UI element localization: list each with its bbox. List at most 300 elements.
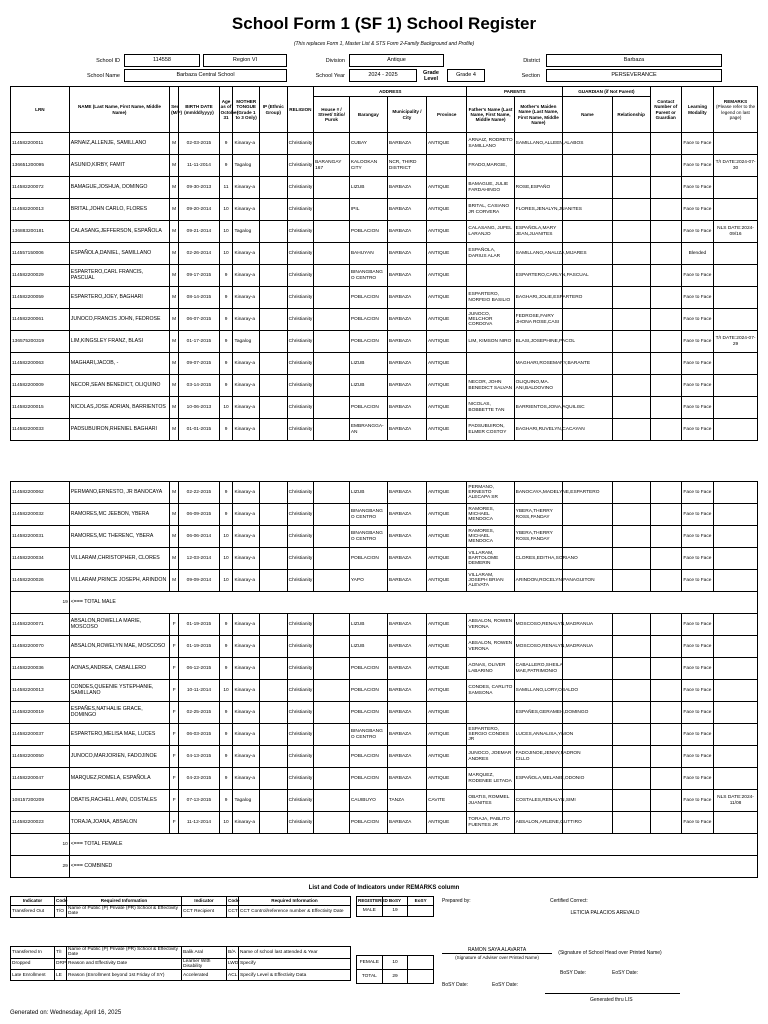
table-cell: 09-30-2013 (179, 177, 219, 199)
table-cell: 136651200095 (11, 155, 70, 177)
table-cell: M (170, 526, 179, 548)
table-cell: BARANGAY 167 (314, 155, 350, 177)
col-mother-tongue: MOTHER TONGUE (Grade 1 to 3 Only) (233, 87, 260, 133)
table-cell (650, 768, 681, 790)
table-cell: M (170, 482, 179, 504)
table-cell (259, 375, 287, 397)
table-cell: BAMAGUE, JULIE FARDAHINGO (467, 177, 514, 199)
table-cell: ESPAÑOLA,MARY JEAN,JUANITES (514, 221, 562, 243)
region-value: Region VI (203, 54, 287, 67)
table-cell: BARBAZA (387, 812, 426, 834)
table-cell: 9 (219, 482, 233, 504)
table-cell: Face to Face (681, 790, 713, 812)
table-cell: BARBAZA (387, 636, 426, 658)
school-year-value: 2024 - 2025 (349, 69, 417, 82)
legend-code-header-2: Code (227, 897, 239, 906)
legend-indicator-header: Indicator (11, 897, 55, 906)
table-cell: AONAS, OLIVER LABARINO (467, 658, 514, 680)
table-cell (714, 658, 758, 680)
table-row (11, 834, 758, 856)
table-cell: Christianity (287, 658, 314, 680)
table-cell: Christianity (287, 177, 314, 199)
legend-cell: CCT Control/reference number & Effectivity Date (239, 906, 351, 918)
table-cell (612, 680, 650, 702)
table-cell: Christianity (287, 636, 314, 658)
school-id-label: School ID (96, 58, 120, 64)
table-cell: ANTIQUE (427, 331, 467, 353)
table-cell: YAPO (349, 570, 387, 592)
table-cell (314, 353, 350, 375)
table-cell (612, 331, 650, 353)
table-row (11, 812, 758, 834)
table-cell: PADSUBUIRON, ELMER COSTOY (467, 419, 514, 441)
table-cell (259, 526, 287, 548)
col-address: ADDRESS (314, 87, 467, 97)
table-cell (612, 812, 650, 834)
division-value: Antique (349, 54, 444, 67)
table-cell: Kinaray-a (233, 680, 260, 702)
table-cell (259, 636, 287, 658)
table-cell: Kinaray-a (233, 812, 260, 834)
table-cell: 9 (219, 287, 233, 309)
table-cell (650, 397, 681, 419)
table-cell: BARBAZA (387, 177, 426, 199)
table-row (11, 265, 758, 287)
table-cell (650, 614, 681, 636)
table-cell: ANTIQUE (427, 375, 467, 397)
table-cell (259, 790, 287, 812)
table-cell (650, 177, 681, 199)
table-cell: POBLACION (349, 658, 387, 680)
table-cell (714, 177, 758, 199)
table-cell: 11-12-2014 (179, 812, 219, 834)
table-cell: 9 (219, 636, 233, 658)
table-row (11, 482, 758, 504)
table-cell (612, 177, 650, 199)
table-cell: ESPARTERO,JOEY, BAGHARI (69, 287, 169, 309)
table-cell: ANTIQUE (427, 419, 467, 441)
table-row (11, 856, 758, 878)
table-cell: EMBRANGGA-AN (349, 419, 387, 441)
table-cell: 114582200029 (11, 265, 70, 287)
table-cell: KALOOKAN CITY (349, 155, 387, 177)
table-row (11, 331, 758, 353)
table-cell: Christianity (287, 419, 314, 441)
table-cell (714, 353, 758, 375)
legend-cell: Dropped (11, 958, 55, 970)
table-cell (259, 177, 287, 199)
table-cell (259, 243, 287, 265)
table-cell: ANTIQUE (427, 768, 467, 790)
table-cell (314, 790, 350, 812)
table-cell (467, 353, 514, 375)
table-cell: ESPAÑES,GERAMEH,DOMINGO (514, 702, 562, 724)
table-cell: OBATIS, ROMMEL JUANITES (467, 790, 514, 812)
table-cell (314, 526, 350, 548)
table-cell (314, 680, 350, 702)
table-cell (650, 353, 681, 375)
table-cell (314, 724, 350, 746)
table-cell: 11-11-2014 (179, 155, 219, 177)
table-cell (563, 309, 613, 331)
table-cell (259, 287, 287, 309)
table-cell: 114582200015 (11, 397, 70, 419)
table-cell: 114582200032 (11, 504, 70, 526)
table-cell (650, 790, 681, 812)
adviser-bosy-date: BoSY Date: (442, 982, 469, 988)
division-label: Division (325, 58, 345, 64)
table-cell: AONAS,ANDREA, CABALLERO (69, 658, 169, 680)
table-cell: 07-13-2015 (179, 790, 219, 812)
table-cell (259, 548, 287, 570)
table-cell: Christianity (287, 790, 314, 812)
table-cell: BARBAZA (387, 548, 426, 570)
table-cell: MOSCOSO,RENALYN,MADRANUA (514, 614, 562, 636)
table-cell: ARNAIZ, RODRETO SAMILLANO (467, 133, 514, 155)
legend-cell: Transferred In (11, 947, 55, 959)
summary-male-label: MALE (357, 906, 383, 917)
table-cell (259, 658, 287, 680)
table-cell (612, 614, 650, 636)
table-cell: 10 (219, 526, 233, 548)
table-cell: 114582200031 (11, 526, 70, 548)
legend-cell: DRP (55, 958, 67, 970)
table-cell: VILLARAM, JOSEPH BRIAN ALEVATA (467, 570, 514, 592)
table-cell: CONDES,QUEENIE YSTEPHANIE, SAMILLANO (69, 680, 169, 702)
table-cell: BARBAZA (387, 199, 426, 221)
table-cell (314, 177, 350, 199)
table-cell: BRITAL,JOHN CARLO, FLORES (69, 199, 169, 221)
table-cell (714, 419, 758, 441)
table-cell: Kinaray-a (233, 419, 260, 441)
table-cell (612, 199, 650, 221)
table-cell: LIZUB (349, 177, 387, 199)
table-cell: 114582200063 (11, 353, 70, 375)
table-cell: CALASANG,JEFFERSON, ESPAÑOLA (69, 221, 169, 243)
district-label: District (523, 58, 540, 64)
table-cell: M (170, 199, 179, 221)
table-cell: Kinaray-a (233, 243, 260, 265)
table-cell: POBLACION (349, 331, 387, 353)
table-cell: 114582200071 (11, 614, 70, 636)
table-cell (650, 548, 681, 570)
table-cell (259, 199, 287, 221)
col-father: Father's Name (Last Name, First Name, Middle Name) (467, 97, 514, 133)
table-cell: Christianity (287, 375, 314, 397)
table-cell: POBLACION (349, 746, 387, 768)
table-cell (714, 768, 758, 790)
table-cell: Christianity (287, 331, 314, 353)
table-cell (650, 309, 681, 331)
table-cell (612, 221, 650, 243)
adviser-eosy-date: EoSY Date: (492, 982, 519, 988)
table-cell: Face to Face (681, 265, 713, 287)
summary-male-bosy: 19 (382, 906, 408, 917)
table-cell: ESPAÑOLA,MELANIE,ODONIO (514, 768, 562, 790)
table-cell (259, 155, 287, 177)
table-cell: CALASANG, JUFEL LARANJO (467, 221, 514, 243)
table-cell (714, 199, 758, 221)
table-row (11, 636, 758, 658)
table-cell: 114582200026 (11, 570, 70, 592)
table-cell: Kinaray-a (233, 526, 260, 548)
table-cell: NCR, THIRD DISTRICT (387, 155, 426, 177)
summary-total-bosy: 29 (382, 970, 408, 984)
table-cell: ANTIQUE (427, 658, 467, 680)
table-cell: FADOJINOE,JENNY,FADRON CILLO (514, 746, 562, 768)
col-remarks: REMARKS (Please refer to the legend on last page) (714, 87, 758, 133)
table-cell: ESPARTERO,CARLYN,PASCUAL (514, 265, 562, 287)
col-guardian: GUARDIAN (if Not Parent) (563, 87, 651, 97)
table-cell (612, 636, 650, 658)
legend-cell: Reason and Effectivity Date (67, 958, 182, 970)
summary-eosy: EoSY (408, 897, 434, 906)
table-cell: ANTIQUE (427, 265, 467, 287)
table-cell (259, 397, 287, 419)
table-cell: 09-21-2014 (179, 221, 219, 243)
table-cell: T/I DATE:2024-07-29 (714, 331, 758, 353)
table-cell: BARBAZA (387, 331, 426, 353)
table-cell: Kinaray-a (233, 702, 260, 724)
table-cell: 9 (219, 265, 233, 287)
table-cell: NICOLAS, BOBBETTE TAN (467, 397, 514, 419)
table-cell: Christianity (287, 397, 314, 419)
table-cell: Kinaray-a (233, 397, 260, 419)
table-cell: MARQUEZ, RODENEE LETADA (467, 768, 514, 790)
table-cell: 136575200319 (11, 331, 70, 353)
table-cell: LIZUB (349, 636, 387, 658)
table-cell (314, 570, 350, 592)
table-cell: Face to Face (681, 482, 713, 504)
legend-cell: Reason (Enrollment beyond 1st Friday of SY) (67, 970, 182, 981)
table-cell: Christianity (287, 265, 314, 287)
table-cell (650, 702, 681, 724)
table-cell: 06-09-2015 (179, 504, 219, 526)
table-cell: F (170, 768, 179, 790)
table-row (11, 724, 758, 746)
table-cell (612, 243, 650, 265)
table-cell (650, 526, 681, 548)
table-cell: 10 (219, 199, 233, 221)
school-id-value: 114558 (124, 54, 200, 67)
table-cell: 114582200070 (11, 636, 70, 658)
table-cell: FLORES,JENALYN,JUANITES (514, 199, 562, 221)
table-cell: M (170, 309, 179, 331)
table-cell: ABSALON,ROWELLA MARIE, MOSCOSO (69, 614, 169, 636)
table-cell (259, 221, 287, 243)
table-cell: Christianity (287, 746, 314, 768)
table-cell: F (170, 746, 179, 768)
table-cell: Kinaray-a (233, 133, 260, 155)
table-cell: Tagalog (233, 155, 260, 177)
school-name-label: School Name (86, 73, 120, 79)
table-cell (612, 702, 650, 724)
table-cell: Christianity (287, 548, 314, 570)
table-cell (259, 680, 287, 702)
col-province: Province (427, 97, 467, 133)
legend-cell: Name of Public (P) Private (PR) School & Effectivity Date (67, 947, 182, 959)
table-cell: 9 (219, 702, 233, 724)
legend-table-bottom (10, 946, 351, 981)
summary-registered: REGISTERED (357, 897, 383, 906)
table-cell (563, 658, 613, 680)
grade-level-label: Grade Level (423, 70, 439, 82)
table-cell: NICOLAS,JOSE ADRIAN, BARRIENTOS (69, 397, 169, 419)
summary-table-bottom (356, 955, 434, 984)
table-cell: 114582200037 (11, 724, 70, 746)
table-cell (427, 155, 467, 177)
table-cell (259, 724, 287, 746)
table-cell (714, 504, 758, 526)
table-cell (650, 680, 681, 702)
table-cell: Christianity (287, 199, 314, 221)
table-cell: 9 (219, 155, 233, 177)
table-cell: LIZUB (349, 614, 387, 636)
table-cell: ANTIQUE (427, 526, 467, 548)
table-cell: ANTIQUE (427, 287, 467, 309)
table-cell: Kinaray-a (233, 658, 260, 680)
table-cell: BARBAZA (387, 504, 426, 526)
table-cell (314, 309, 350, 331)
table-cell: Face to Face (681, 526, 713, 548)
table-cell: M (170, 287, 179, 309)
table-cell: M (170, 221, 179, 243)
table-cell (314, 504, 350, 526)
table-cell: BARBAZA (387, 680, 426, 702)
table-cell (714, 243, 758, 265)
table-cell: ARINDON,ROCELYN,PANAGUITON (514, 570, 562, 592)
table-row (11, 702, 758, 724)
table-cell: Face to Face (681, 199, 713, 221)
table-cell (314, 243, 350, 265)
table-cell: 10 (219, 243, 233, 265)
table-cell: BARBAZA (387, 658, 426, 680)
table-cell: ESPARTERO, NORFEIO BASILIO (467, 287, 514, 309)
table-cell: Christianity (287, 155, 314, 177)
table-row (11, 790, 758, 812)
table-cell: LIZUB (349, 353, 387, 375)
table-cell: Christianity (287, 221, 314, 243)
table-cell (650, 570, 681, 592)
table-cell (314, 265, 350, 287)
table-cell: 10 (219, 570, 233, 592)
table-cell (612, 658, 650, 680)
head-bosy-date: BoSY Date: (560, 970, 587, 976)
table-cell (612, 309, 650, 331)
table-cell: 08-14-2015 (179, 287, 219, 309)
table-cell (714, 746, 758, 768)
table-cell: Blended (681, 243, 713, 265)
table-cell: Christianity (287, 702, 314, 724)
summary-bosy: BoSY (382, 897, 408, 906)
table-cell: Face to Face (681, 419, 713, 441)
table-cell: 11 (219, 177, 233, 199)
table-cell: BARBAZA (387, 375, 426, 397)
table-cell: ABSALON,ROWELYN MAE, MOSCOSO (69, 636, 169, 658)
table-cell: Face to Face (681, 397, 713, 419)
table-cell (314, 548, 350, 570)
table-cell: Face to Face (681, 504, 713, 526)
table-cell: 114582200023 (11, 812, 70, 834)
col-mother: Mother's Maiden Name (Last Name, First Name, Middle Name) (514, 97, 562, 133)
col-ip: IP (Ethnic Group) (259, 87, 287, 133)
table-cell: FEDROSE,FAIRY JHONA ROSE,CASI (514, 309, 562, 331)
table-cell: M (170, 570, 179, 592)
table-cell: 114582200059 (11, 287, 70, 309)
table-cell: YBERA,THERRY ROSS,PANDAY (514, 526, 562, 548)
table-cell (314, 397, 350, 419)
table-row (11, 177, 758, 199)
table-cell: M (170, 419, 179, 441)
table-cell (612, 287, 650, 309)
col-guardian-name: Name (563, 97, 613, 133)
table-cell: Face to Face (681, 133, 713, 155)
table-cell: ABSALON,ARLENE,GUTTIRO (514, 812, 562, 834)
table-cell: ANTIQUE (427, 243, 467, 265)
table-cell (467, 702, 514, 724)
table-cell (612, 155, 650, 177)
table-cell: ANTIQUE (427, 724, 467, 746)
table-cell (259, 504, 287, 526)
table-cell: ANTIQUE (427, 353, 467, 375)
table-cell: BARBAZA (387, 702, 426, 724)
table-cell: Christianity (287, 724, 314, 746)
table-cell: Face to Face (681, 570, 713, 592)
table-cell: Christianity (287, 614, 314, 636)
table-cell: ROSE,ESPAÑO (514, 177, 562, 199)
learner-table-top (10, 86, 758, 441)
table-cell: 02-26-2014 (179, 243, 219, 265)
table-cell: Face to Face (681, 331, 713, 353)
table-cell (314, 636, 350, 658)
legend-cell: Specify (239, 958, 351, 970)
table-cell: M (170, 375, 179, 397)
table-cell: BAMAGUE,JOSHUA, DOMINGO (69, 177, 169, 199)
table-cell: PERMANO,ERNESTO, JR BANOCAYA (69, 482, 169, 504)
table-cell: Tagalog (233, 331, 260, 353)
table-cell: ANTIQUE (427, 221, 467, 243)
total-combined-label: <=== COMBINED (69, 856, 757, 878)
table-cell: Face to Face (681, 658, 713, 680)
table-cell: ANTIQUE (427, 702, 467, 724)
table-cell: VILLARAM,PRINCE JOSEPH, ARINDON (69, 570, 169, 592)
table-row (11, 309, 758, 331)
table-cell (650, 482, 681, 504)
table-cell: Face to Face (681, 177, 713, 199)
table-cell: BARRIENTOS,JONA,AQUILISC (514, 397, 562, 419)
table-cell: JUNOCO, MELCHOR CORDOVA (467, 309, 514, 331)
col-guardian-relationship: Relationship (612, 97, 650, 133)
table-cell (612, 526, 650, 548)
table-cell: BLASI,JOSEPHINE,PACOL (514, 331, 562, 353)
table-cell (563, 155, 613, 177)
table-cell: Christianity (287, 309, 314, 331)
table-cell: 10 (219, 812, 233, 834)
table-cell: ABSALON, ROWEN VERONA (467, 614, 514, 636)
table-cell: Face to Face (681, 155, 713, 177)
legend-cell: Transfered Out (11, 906, 55, 918)
legend-cell: Name of school last attended & Year (239, 947, 351, 959)
table-cell (612, 482, 650, 504)
table-cell: POBLACION (349, 309, 387, 331)
table-cell: TANZA (387, 790, 426, 812)
table-cell (314, 331, 350, 353)
table-cell: SAMILLANO,ANALIZA,MIJARES (514, 243, 562, 265)
table-cell (563, 746, 613, 768)
table-cell: ESPARTERO,MELISA MAE, LUCES (69, 724, 169, 746)
table-cell: BARBAZA (387, 482, 426, 504)
col-birthdate: BIRTH DATE (mm/dd/yyyy) (179, 87, 219, 133)
